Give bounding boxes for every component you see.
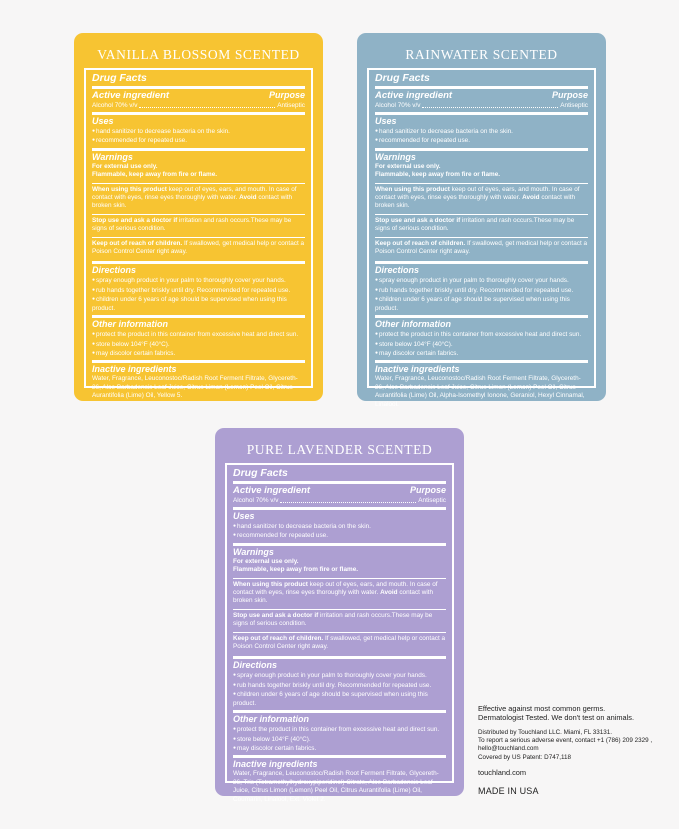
uses-heading: Uses — [375, 116, 397, 126]
distributor-info — [478, 704, 678, 796]
drug-facts-heading: Drug Facts — [92, 72, 147, 84]
other-information-heading: Other information — [233, 714, 309, 725]
warning-when-using — [92, 183, 305, 211]
warning-keep-out — [233, 632, 446, 652]
report-line: To report a serious adverse event, contact +1 (786) 209 2329 , — [478, 737, 653, 745]
when-using-label: When using this product — [92, 185, 167, 193]
uses-item: ● hand sanitizer to decrease bacteria on the skin. — [92, 127, 305, 136]
avoid-label: Avoid — [239, 194, 257, 202]
label-pure-lavender — [215, 428, 464, 803]
active-ingredient-heading: Active ingredient — [233, 485, 311, 496]
directions-item: ● rub hands together briskly until dry. Recommended for repeated use. — [92, 286, 305, 295]
purpose-value: Antiseptic — [277, 102, 305, 109]
label-rainwater — [357, 33, 606, 408]
when-using-label: When using this product — [233, 580, 308, 588]
warning-external — [92, 163, 305, 180]
other-information-section — [92, 315, 305, 360]
directions-section — [92, 261, 305, 315]
active-ingredient-value: Alcohol 70% v/v — [375, 102, 421, 109]
directions-item: ● children under 6 years of age should be supervised when using this product. — [375, 295, 588, 313]
inactive-ingredients-text: Water, Fragrance, Leuconostoc/Radish Root Ferment Filtrate, Glycereth-26, Tris (Tetramethylhydroxypiperidinol) Citrate, Aloe Barbadensis Leaf Juice, Citrus Limon (Lemon) Peel Oil, Citrus Aurantifolia (Lime) Oil, Coumarin, Linalool, Ext. Violet 2. — [233, 770, 439, 803]
dotted-leader — [280, 496, 416, 503]
stop-use-label: Stop use and ask a doctor if — [92, 216, 178, 224]
stop-use-text: irritation and rash occurs.These may be signs of serious condition. — [92, 216, 292, 233]
drug-facts-panel — [84, 68, 313, 400]
warning-keep-out — [375, 237, 588, 257]
keep-out-text: If swallowed, get medical help or contact a Poison Control Center right away. — [375, 239, 588, 256]
warnings-section — [233, 543, 446, 657]
uses-item: ● recommended for repeated use. — [375, 136, 588, 145]
uses-heading: Uses — [233, 511, 255, 521]
purpose-heading: Purpose — [409, 485, 446, 495]
drug-facts-header-section — [233, 466, 446, 481]
keep-out-text: If swallowed, get medical help or contact a Poison Control Center right away. — [92, 239, 305, 256]
drug-facts-header-section — [375, 71, 588, 86]
warnings-section — [375, 148, 588, 262]
uses-heading: Uses — [92, 116, 114, 126]
stop-use-text: irritation and rash occurs.These may be signs of serious condition. — [233, 611, 433, 628]
purpose-heading: Purpose — [268, 90, 305, 100]
keep-out-text: If swallowed, get medical help or contact a Poison Control Center right away. — [233, 634, 446, 651]
drug-facts-header-section — [92, 71, 305, 86]
other-information-heading: Other information — [375, 319, 451, 330]
drug-facts-panel — [225, 463, 454, 803]
warnings-heading: Warnings — [233, 546, 274, 557]
purpose-value: Antiseptic — [560, 102, 588, 109]
warnings-heading: Warnings — [92, 151, 133, 162]
warning-stop-use — [92, 214, 305, 234]
active-ingredient-section — [233, 481, 446, 507]
avoid-label: Avoid — [380, 589, 398, 597]
when-using-text: keep out of eyes, ears, and mouth. In case of contact with eyes, rinse eyes thoroughly with water. — [233, 580, 438, 597]
warnings-heading: Warnings — [375, 151, 416, 162]
purpose-value: Antiseptic — [418, 497, 446, 504]
other-information-item: ● may discolor certain fabrics. — [92, 349, 305, 358]
avoid-text: contact with broken skin. — [233, 589, 434, 605]
other-information-item: ● store below 104°F (40°C). — [375, 340, 588, 349]
active-ingredient-heading: Active ingredient — [375, 90, 453, 101]
other-information-item: ● store below 104°F (40°C). — [92, 340, 305, 349]
stop-use-text: irritation and rash occurs.These may be signs of serious condition. — [375, 216, 575, 233]
warning-external — [375, 163, 588, 180]
drug-facts-heading: Drug Facts — [375, 72, 430, 84]
avoid-label: Avoid — [522, 194, 540, 202]
other-information-heading: Other information — [92, 319, 168, 330]
dotted-leader — [422, 101, 558, 108]
other-information-item: ● may discolor certain fabrics. — [375, 349, 588, 358]
uses-item: ● hand sanitizer to decrease bacteria on the skin. — [233, 522, 446, 531]
warning-keep-out — [92, 237, 305, 257]
directions-item: ● children under 6 years of age should be supervised when using this product. — [233, 690, 446, 708]
other-information-section — [233, 710, 446, 755]
external-use-text: For external use only. — [375, 162, 441, 170]
directions-item: ● spray enough product in your palm to thoroughly cover your hands. — [233, 671, 446, 680]
distributor-line: Distributed by Touchland LLC. Miami, FL 33131. — [478, 729, 613, 736]
other-information-item: ● protect the product in this container from excessive heat and direct sun. — [92, 330, 305, 339]
other-information-item: ● may discolor certain fabrics. — [233, 744, 446, 753]
uses-section — [375, 112, 588, 148]
directions-item: ● spray enough product in your palm to thoroughly cover your hands. — [375, 276, 588, 285]
other-information-item: ● protect the product in this container from excessive heat and direct sun. — [233, 725, 446, 734]
uses-item: ● recommended for repeated use. — [233, 531, 446, 540]
directions-heading: Directions — [375, 265, 420, 276]
email-text: hello@touchland.com — [478, 745, 539, 753]
active-ingredient-heading: Active ingredient — [92, 90, 170, 101]
label-vanilla-blossom — [74, 33, 323, 401]
inactive-ingredients-heading: Inactive ingredients — [92, 364, 177, 375]
flammable-text: Flammable, keep away from fire or flame. — [92, 171, 218, 179]
inactive-ingredients-section — [92, 360, 305, 402]
directions-section — [375, 261, 588, 315]
active-ingredient-value: Alcohol 70% v/v — [233, 497, 279, 504]
uses-section — [92, 112, 305, 148]
uses-item: ● recommended for repeated use. — [92, 136, 305, 145]
active-ingredient-section — [92, 86, 305, 112]
inactive-ingredients-text: Water, Fragrance, Leuconostoc/Radish Root Ferment Filtrate, Glycereth-26, Aloe Barbadensis Leaf Juice, Citrus Limon (Lemon) Peel Oil, Citrus Aurantifolia (Lime) Oil, Alpha-Isomethyl Ionone, Geraniol, Hexyl Cinnamal, Linalool. — [375, 375, 585, 408]
external-use-text: For external use only. — [92, 162, 158, 170]
drug-facts-heading: Drug Facts — [233, 467, 288, 479]
card-title: VANILLA BLOSSOM SCENTED — [97, 47, 300, 62]
other-information-section — [375, 315, 588, 360]
distributor-text — [478, 729, 678, 762]
inactive-ingredients-heading: Inactive ingredients — [375, 364, 460, 375]
when-using-label: When using this product — [375, 185, 450, 193]
purpose-heading: Purpose — [551, 90, 588, 100]
uses-item: ● hand sanitizer to decrease bacteria on the skin. — [375, 127, 588, 136]
flammable-text: Flammable, keep away from fire or flame. — [233, 566, 359, 574]
keep-out-label: Keep out of reach of children. — [375, 239, 466, 247]
avoid-text: contact with broken skin. — [375, 194, 576, 210]
warning-when-using — [375, 183, 588, 211]
when-using-text: keep out of eyes, ears, and mouth. In case of contact with eyes, rinse eyes thoroughly with water. — [375, 185, 580, 202]
stop-use-label: Stop use and ask a doctor if — [233, 611, 319, 619]
inactive-ingredients-section — [233, 755, 446, 806]
warning-stop-use — [375, 214, 588, 234]
card-title: PURE LAVENDER SCENTED — [246, 442, 433, 457]
directions-section — [233, 656, 446, 710]
patent-line: Covered by US Patent: D747,118 — [478, 753, 571, 761]
external-use-text: For external use only. — [233, 557, 299, 565]
website-text: touchland.com — [478, 767, 527, 777]
directions-item: ● rub hands together briskly until dry. Recommended for repeated use. — [233, 681, 446, 690]
directions-heading: Directions — [92, 265, 137, 276]
stop-use-label: Stop use and ask a doctor if — [375, 216, 461, 224]
directions-item: ● rub hands together briskly until dry. Recommended for repeated use. — [375, 286, 588, 295]
other-information-item: ● protect the product in this container from excessive heat and direct sun. — [375, 330, 588, 339]
warnings-section — [92, 148, 305, 262]
flammable-text: Flammable, keep away from fire or flame. — [375, 171, 501, 179]
directions-item: ● children under 6 years of age should be supervised when using this product. — [92, 295, 305, 313]
avoid-text: contact with broken skin. — [92, 194, 293, 210]
keep-out-label: Keep out of reach of children. — [233, 634, 324, 642]
warning-when-using — [233, 578, 446, 606]
inactive-ingredients-heading: Inactive ingredients — [233, 759, 318, 770]
card-title: RAINWATER SCENTED — [405, 47, 558, 62]
directions-heading: Directions — [233, 660, 278, 671]
when-using-text: keep out of eyes, ears, and mouth. In case of contact with eyes, rinse eyes thoroughly with water. — [92, 185, 297, 202]
inactive-ingredients-section — [375, 360, 588, 411]
inactive-ingredients-text: Water, Fragrance, Leuconostoc/Radish Root Ferment Filtrate, Glycereth-26, Aloe Barbadensis Leaf Juice, Citrus Limon (Lemon) Peel Oil, Citrus Aurantifolia (Lime) Oil, Yellow 5. — [92, 375, 298, 400]
drug-facts-panel — [367, 68, 596, 408]
tagline-line: Dermatologist Tested. We don't test on animals. — [478, 713, 635, 722]
warning-stop-use — [233, 609, 446, 629]
active-ingredient-section — [375, 86, 588, 112]
dotted-leader — [139, 101, 275, 108]
made-in-usa-text: MADE IN USA — [478, 785, 539, 796]
directions-item: ● spray enough product in your palm to thoroughly cover your hands. — [92, 276, 305, 285]
warning-external — [233, 558, 446, 575]
other-information-item: ● store below 104°F (40°C). — [233, 735, 446, 744]
keep-out-label: Keep out of reach of children. — [92, 239, 183, 247]
uses-section — [233, 507, 446, 543]
active-ingredient-value: Alcohol 70% v/v — [92, 102, 138, 109]
tagline-line: Effective against most common germs. — [478, 704, 606, 713]
